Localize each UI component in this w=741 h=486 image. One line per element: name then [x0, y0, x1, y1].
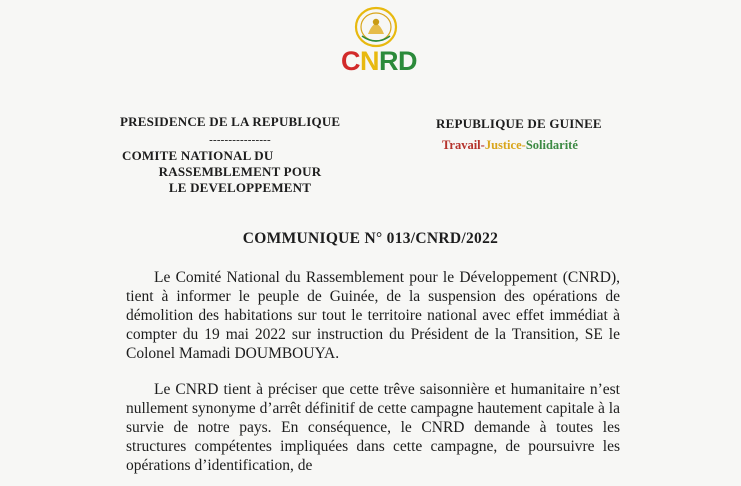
logo-wordmark: CNRD: [341, 46, 417, 76]
committee-line-3: LE DEVELOPPEMENT: [168, 180, 312, 195]
committee-line-2: RASSEMBLEMENT POUR: [158, 164, 322, 179]
national-motto: Travail-Justice-Solidarité: [442, 138, 578, 152]
header-separator: ----------------: [209, 134, 271, 146]
emblem-icon: [348, 6, 404, 48]
committee-line-1: COMITE NATIONAL DU: [122, 148, 274, 163]
paragraph-1: Le Comité National du Rassemblement pour le Développement (CNRD), tient à informer le peuple de Guinée, de la suspension des opérations de démolition des habitations sur tout le territoire national avec effet immédiat à compter du 19 mai 2022 sur instruction du Président de la Transition, SE le Colonel Mamadi DOUMBOUYA.: [126, 269, 620, 362]
country-name: REPUBLIQUE DE GUINEE: [436, 116, 602, 131]
issuer-header: [120, 114, 360, 196]
cnrd-logo: [328, 6, 424, 90]
communique-title: COMMUNIQUE N° 013/CNRD/2022: [242, 230, 499, 247]
country-header: [436, 116, 636, 153]
presidency-line: PRESIDENCE DE LA REPUBLIQUE: [120, 114, 341, 129]
paragraph-2: Le CNRD tient à préciser que cette trêve saisonnière et humanitaire n’est nullement synonyme d’arrêt définitif de cette campagne hautement capitale à la survie de notre pays. En conséquence, le CNRD demande à toutes les structures compétentes impliquées dans cette campagne, de poursuivre les opérations d’identification, de: [126, 381, 620, 474]
